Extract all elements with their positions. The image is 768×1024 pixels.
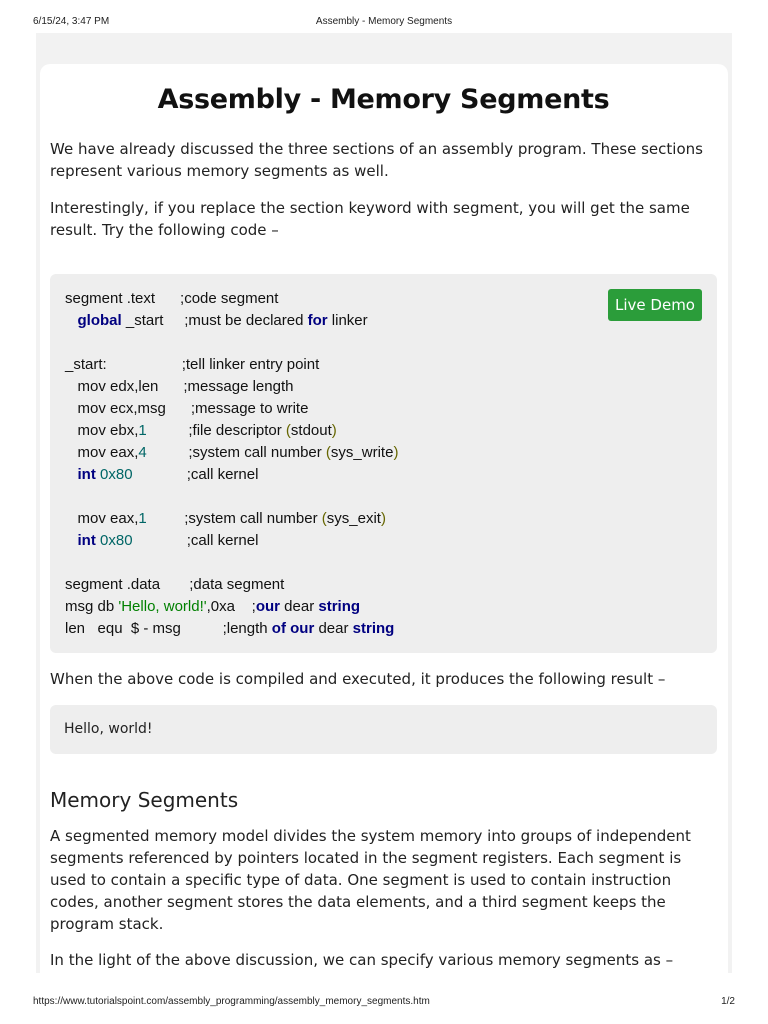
code-token-num: 4 bbox=[138, 444, 147, 461]
code-token bbox=[65, 466, 78, 483]
code-token: ;call kernel bbox=[132, 532, 259, 549]
print-page-number: 1/2 bbox=[721, 996, 735, 1007]
code-token: sys_exit bbox=[326, 510, 381, 527]
code-token: mov eax, bbox=[65, 510, 139, 527]
code-line bbox=[65, 486, 398, 508]
code-line bbox=[65, 354, 398, 376]
print-doc-title: Assembly - Memory Segments bbox=[315, 16, 453, 27]
code-token-kw: of bbox=[271, 620, 286, 637]
code-token: msg db bbox=[65, 598, 119, 615]
code-token: mov ebx, bbox=[65, 422, 139, 439]
segmented-model-paragraph: A segmented memory model divides the system memory into groups of independent segments referenced by pointers located in the segment registers. Each segment is used to contain a specific type of data. One segment is used to contain instruction codes, another segment stores the data elements, and a third segment keeps the program stack. bbox=[50, 827, 691, 933]
section-heading: Memory Segments bbox=[50, 788, 239, 812]
code-line bbox=[65, 376, 398, 398]
code-line bbox=[65, 464, 398, 486]
code-token-num: 1 bbox=[138, 510, 147, 527]
result-output: Hello, world! bbox=[64, 721, 153, 737]
code-block bbox=[50, 274, 717, 653]
code-token: ;system call number bbox=[146, 510, 322, 527]
code-token: mov eax, bbox=[65, 444, 139, 461]
live-demo-button[interactable]: Live Demo bbox=[608, 289, 702, 321]
code-line bbox=[65, 530, 398, 552]
segments-list-intro: In the light of the above discussion, we can specify various memory segments as – bbox=[50, 951, 674, 969]
code-token: _start: ;tell linker entry point bbox=[65, 356, 320, 373]
code-token: dear bbox=[280, 598, 319, 615]
code-listing bbox=[65, 288, 398, 640]
code-line bbox=[65, 398, 398, 420]
code-line bbox=[65, 574, 398, 596]
code-token: dear bbox=[314, 620, 353, 637]
code-token-kw: for bbox=[307, 312, 328, 329]
code-token-kw: global bbox=[77, 312, 122, 329]
segment-keyword-paragraph: Interestingly, if you replace the section keyword with segment, you will get the same result. Try the following code – bbox=[50, 199, 690, 239]
code-line bbox=[65, 310, 398, 332]
code-token: segment .text ;code segment bbox=[65, 290, 279, 307]
code-token: ;call kernel bbox=[132, 466, 259, 483]
code-token-num: 0x80 bbox=[100, 532, 133, 549]
code-token-pun: ) bbox=[380, 510, 386, 527]
code-token: linker bbox=[327, 312, 368, 329]
code-line bbox=[65, 508, 398, 530]
code-token-pun: ) bbox=[393, 444, 399, 461]
result-block bbox=[50, 705, 717, 754]
intro-paragraph: We have already discussed the three sections of an assembly program. These sections represent various memory segments as well. bbox=[50, 140, 703, 180]
code-line bbox=[65, 288, 398, 310]
code-line bbox=[65, 552, 398, 574]
code-token-pun: ( bbox=[285, 422, 291, 439]
code-line bbox=[65, 420, 398, 442]
code-token: mov ecx,msg ;message to write bbox=[65, 400, 309, 417]
code-token-kw: int bbox=[77, 532, 96, 549]
result-intro-paragraph: When the above code is compiled and executed, it produces the following result – bbox=[50, 670, 666, 688]
code-token-str: 'Hello, world!' bbox=[118, 598, 207, 615]
code-token-pun: ) bbox=[331, 422, 337, 439]
code-token-kw: string bbox=[352, 620, 395, 637]
code-token: ;system call number bbox=[146, 444, 326, 461]
code-token-num: 0x80 bbox=[100, 466, 133, 483]
code-token: stdout bbox=[290, 422, 332, 439]
print-date: 6/15/24, 3:47 PM bbox=[33, 16, 110, 27]
page-title: Assembly - Memory Segments bbox=[157, 84, 610, 115]
code-line bbox=[65, 442, 398, 464]
code-token-kw: int bbox=[77, 466, 96, 483]
print-footer bbox=[33, 996, 735, 1010]
code-token: _start ;must be declared bbox=[121, 312, 308, 329]
print-url: https://www.tutorialspoint.com/assembly_programming/assembly_memory_segments.htm bbox=[33, 996, 430, 1007]
code-token: sys_write bbox=[330, 444, 394, 461]
code-token-pun: ( bbox=[321, 510, 327, 527]
code-token-kw: our bbox=[290, 620, 315, 637]
code-token bbox=[65, 312, 78, 329]
code-token-pun: ( bbox=[325, 444, 331, 461]
code-token: ,0xa ; bbox=[206, 598, 256, 615]
code-token: mov edx,len ;message length bbox=[65, 378, 294, 395]
code-token: len equ $ - msg ;length bbox=[65, 620, 272, 637]
code-token-kw: string bbox=[318, 598, 361, 615]
code-token bbox=[65, 532, 78, 549]
article-card bbox=[40, 64, 728, 1004]
print-header bbox=[33, 16, 735, 30]
code-line bbox=[65, 332, 398, 354]
code-line bbox=[65, 596, 398, 618]
code-token: ;file descriptor bbox=[146, 422, 286, 439]
code-token: segment .data ;data segment bbox=[65, 576, 285, 593]
code-token-num: 1 bbox=[138, 422, 147, 439]
code-token-kw: our bbox=[255, 598, 280, 615]
code-line bbox=[65, 618, 398, 640]
